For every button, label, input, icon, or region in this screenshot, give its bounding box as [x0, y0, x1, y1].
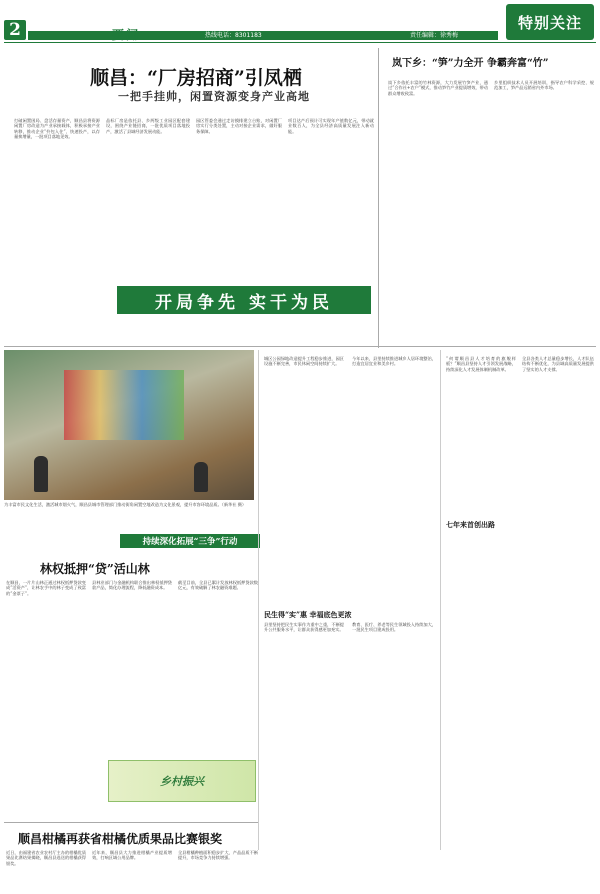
right-article-headline: 岚下乡：“笋”力全开 争霸奔富“竹” — [392, 58, 549, 69]
livelihood-subheadline: 民生得“实”惠 幸福底色更浓 — [264, 610, 352, 619]
citrus-article-headline: 顺昌柑橘再获省柑橘优质果品比赛银奖 — [18, 832, 223, 846]
editor-text: 责任编辑：徐秀梅 — [410, 32, 459, 39]
forest-article-column: 在顺昌，一片片山林正通过林权抵押贷款变成“活资产”，让林农手中的林子变成了致富的“金票子”。 — [6, 580, 86, 596]
hotline-text: 热线电话：8301183 — [205, 32, 262, 39]
logo-text: 特别关注 — [517, 13, 582, 32]
masthead — [0, 0, 600, 42]
citrus-article-column: 近年来，顺昌县大力推进柑橘产业提质增效，打响区域公用品牌。 — [92, 850, 172, 861]
section-logo — [506, 4, 594, 40]
lead-headline: 顺昌：“厂房招商”引凤栖 — [90, 67, 302, 89]
forest-article-column: 县林业部门与金融机构联合推出林权抵押贷款产品，简化办理流程，降低融资成本。 — [92, 580, 172, 591]
slogan-banner: 开局争先 实干为民 — [117, 286, 371, 314]
right-article-column: 乡里组织技术人员开展培训，指导农户科学采挖、规范加工，笋产品远销省内外市场。 — [494, 80, 594, 91]
lead-column: 品标厂房是依托县、乡两级工业园区配套建设，围绕产业链招商，一批优质项目落地投产，激活了县域经济发展动能。 — [106, 118, 190, 134]
person-figure — [34, 456, 48, 492]
right-article-column: 岚下乡依托丰富的竹林资源，大力发展竹笋产业，通过“合作社+农户”模式，推动笋竹产业提质增效，带动群众增收致富。 — [388, 80, 488, 96]
forest-article-column: 截至目前，全县已累计发放林权抵押贷款数亿元，有效破解了林农融资难题。 — [178, 580, 258, 591]
middle-rule — [4, 346, 596, 347]
middle-column: 县里坚持把民生实事作为重中之重，不断提升公共服务水平，让群众获得感更加充实。 — [264, 622, 344, 633]
photo-caption: 为丰富市民文化生活，激活城市烟火气，顺昌县城市管理部门推动街角闲置空地改造为文化景观，提升市容环境品质。（新华社 摄） — [4, 502, 247, 507]
rural-revitalization-title: 乡村振兴 — [160, 775, 204, 788]
wall-mural-graphic — [64, 370, 184, 440]
lead-column: 园区管委会通过走访摸排建立台账，对闲置厂房实行分类处置，主动对接企业需求，做好服务保障。 — [196, 118, 282, 134]
page-number: 2 — [4, 20, 26, 40]
person-figure — [194, 462, 208, 492]
column-divider — [440, 350, 441, 850]
middle-column: 今年以来，县里持续推进城乡人居环境整治，打造宜居宜业和美乡村。 — [352, 356, 436, 367]
talent-subheadline: 七年来首创出路 — [446, 520, 495, 529]
news-photo — [4, 350, 254, 500]
column-divider — [258, 350, 259, 850]
column-divider — [378, 48, 379, 348]
rural-revitalization-graphic — [108, 760, 256, 802]
citrus-article-column: 全县柑橘种植面积稳步扩大，产品品质不断提升，市场竞争力持续增强。 — [178, 850, 258, 861]
bottom-rule — [4, 822, 258, 823]
campaign-badge: 持续深化拓展“三争”行动 — [120, 534, 260, 548]
talent-article-column: “何谓顺昌县人才培育的旗舰样板？”顺昌县坚持人才引领发展战略，持续深化人才发展体制机制改革。 — [446, 356, 516, 372]
lead-column: 项目达产后预计可实现年产值数亿元，带动就业数百人，为全县经济高质量发展注入新动能。 — [288, 118, 374, 134]
talent-article-column: 全县各类人才总量稳步增长，人才队伍结构不断优化，为县域高质量发展提供了坚实的人才支撑。 — [522, 356, 594, 372]
top-rule — [4, 42, 596, 43]
forest-article-headline: 林权抵押“贷”活山林 — [40, 562, 150, 576]
section-title: 要闻 — [112, 28, 141, 42]
citrus-article-column: 近日，由福建省农业农村厅主办的柑橘优质果品比赛结果揭晓，顺昌县选送的柑橘获得银奖。 — [6, 850, 86, 866]
middle-column: 城区公园绿地改造提升工程稳步推进，园区设施不断完善，市民休闲空间持续扩大。 — [264, 356, 344, 367]
middle-column: 教育、医疗、养老等民生领域投入持续加大，一批民生项目建成投用。 — [352, 622, 436, 633]
lead-column: 打破闲置困局、盘活存量资产，顺昌县将资源闲置厂房改造为产业承接载体，积极承接产业转移，推动企业“拎包入住”、快速投产，以存量换增量，一批项目落地见效。 — [14, 118, 100, 139]
lead-subhead: 一把手挂帅，闲置资源变身产业高地 — [118, 90, 310, 103]
